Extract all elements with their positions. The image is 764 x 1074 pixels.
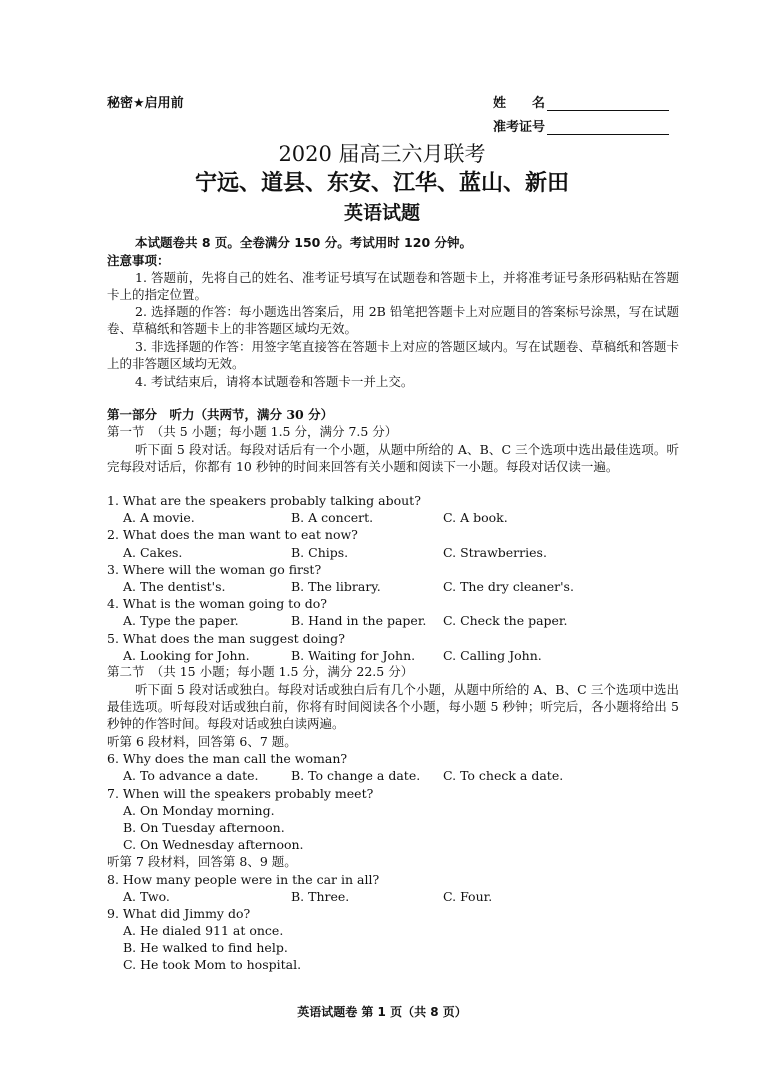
section1-questions bbox=[107, 492, 687, 664]
options-row bbox=[107, 612, 687, 629]
question-stem: 4. What is the woman going to do? bbox=[107, 596, 327, 612]
option-b: B. A concert. bbox=[291, 510, 374, 526]
option-c: C. Strawberries. bbox=[443, 544, 547, 560]
question-stem: 6. Why does the man call the woman? bbox=[107, 751, 348, 767]
section2-directions: 听下面 5 段对话或独白。每段对话或独白后有几个小题，从题中所给的 A、B、C 三个选项中选出最佳选项。听每段对话或独白前，你将有时间阅读各个小题，每小题 5 秒钟；听完后，各小题将给出 5 秒钟的作答时间。每段对话或独白读两遍。 bbox=[107, 682, 679, 732]
note-item: 3. 非选择题的作答：用签字笔直接答在答题卡上对应的答题区域内。写在试题卷、草稿纸和答题卡上的非答题区域均无效。 bbox=[107, 339, 679, 372]
option-a: A. Two. bbox=[123, 888, 170, 904]
exam-summary: 本试题卷共 8 页。全卷满分 150 分。考试用时 120 分钟。 bbox=[135, 235, 472, 250]
option-a: A. On Monday morning. bbox=[123, 802, 275, 818]
option-c: C. The dry cleaner's. bbox=[443, 578, 574, 594]
options-row bbox=[107, 544, 687, 561]
option-c: C. To check a date. bbox=[443, 768, 564, 784]
page-footer: 英语试题卷 第 1 页（共 8 页） bbox=[297, 1005, 467, 1019]
option-c: C. He took Mom to hospital. bbox=[123, 957, 302, 973]
section1-heading: 第一节 （共 5 小题；每小题 1.5 分，满分 7.5 分） bbox=[107, 424, 398, 439]
option-b: B. To change a date. bbox=[291, 768, 421, 784]
option-c: C. Calling John. bbox=[443, 647, 542, 663]
options-row bbox=[107, 888, 687, 905]
exam-id-field bbox=[493, 116, 669, 135]
option-b: B. Chips. bbox=[291, 544, 349, 560]
option-a: A. A movie. bbox=[123, 510, 195, 526]
question-stem: 5. What does the man suggest doing? bbox=[107, 630, 345, 646]
option-b: B. Three. bbox=[291, 888, 350, 904]
note-item: 1. 答题前，先将自己的姓名、准考证号填写在试题卷和答题卡上，并将准考证号条形码粘贴在答题卡上的指定位置。 bbox=[107, 270, 679, 303]
option-b: B. The library. bbox=[291, 578, 381, 594]
name-label: 姓 名 bbox=[493, 96, 546, 111]
option-a: A. Type the paper. bbox=[123, 613, 239, 629]
notes-heading: 注意事项： bbox=[107, 253, 170, 268]
option-a: A. He dialed 911 at once. bbox=[123, 923, 284, 939]
option-a: A. Looking for John. bbox=[123, 647, 250, 663]
exam-id-label: 准考证号 bbox=[493, 120, 546, 135]
confidential-label: 秘密★启用前 bbox=[107, 96, 184, 111]
option-c: C. On Wednesday afternoon. bbox=[123, 837, 304, 853]
part1-heading: 第一部分 听力（共两节，满分 30 分） bbox=[107, 407, 334, 422]
exam-counties: 宁远、道县、东安、江华、蓝山、新田 bbox=[194, 170, 569, 196]
question bbox=[107, 526, 687, 560]
question-stem: 2. What does the man want to eat now? bbox=[107, 527, 358, 543]
option-c: C. A book. bbox=[443, 510, 508, 526]
option-c: C. Check the paper. bbox=[443, 613, 568, 629]
question bbox=[107, 492, 687, 526]
section2-questions bbox=[107, 733, 687, 974]
option-c: C. Four. bbox=[443, 888, 493, 904]
exam-id-blank-line bbox=[547, 120, 669, 135]
section1-directions: 听下面 5 段对话。每段对话后有一个小题，从题中所给的 A、B、C 三个选项中选出最佳选项。听完每段对话后，你都有 10 秒钟的时间来回答有关小题和阅读下一小题。每段对话仅读一遍。 bbox=[107, 442, 679, 475]
question-stem: 1. What are the speakers probably talking about? bbox=[107, 493, 421, 508]
option-a: A. Cakes. bbox=[123, 544, 183, 560]
question-stem: 8. How many people were in the car in all? bbox=[107, 871, 380, 887]
option-a: A. The dentist's. bbox=[123, 578, 226, 594]
exam-title: 2020 届高三六月联考 bbox=[278, 142, 486, 166]
name-blank-line bbox=[547, 96, 669, 111]
question bbox=[107, 561, 687, 595]
question-stem: 9. What did Jimmy do? bbox=[107, 905, 251, 921]
exam-subject: 英语试题 bbox=[343, 202, 420, 224]
option-a: A. To advance a date. bbox=[123, 768, 259, 784]
question-stem: 7. When will the speakers probably meet? bbox=[107, 785, 374, 801]
name-field bbox=[493, 92, 669, 111]
option-b: B. Waiting for John. bbox=[291, 647, 416, 663]
option-b: B. Hand in the paper. bbox=[291, 613, 427, 629]
question bbox=[107, 595, 687, 629]
material-instruction: 听第 6 段材料，回答第 6、7 题。 bbox=[107, 734, 297, 749]
material-instruction: 听第 7 段材料，回答第 8、9 题。 bbox=[107, 854, 297, 870]
option-b: B. He walked to find help. bbox=[123, 940, 288, 956]
options-row bbox=[107, 767, 687, 784]
options-row bbox=[107, 509, 687, 526]
note-item: 2. 选择题的作答：每小题选出答案后，用 2B 铅笔把答题卡上对应题目的答案标号涂黑，写在试题卷、草稿纸和答题卡上的非答题区域均无效。 bbox=[107, 304, 679, 337]
options-row bbox=[107, 578, 687, 595]
option-b: B. On Tuesday afternoon. bbox=[123, 819, 285, 835]
question-stem: 3. Where will the woman go first? bbox=[107, 561, 322, 577]
options-row bbox=[107, 647, 687, 664]
note-item: 4. 考试结束后，请将本试题卷和答题卡一并上交。 bbox=[135, 374, 414, 389]
question bbox=[107, 630, 687, 664]
section2-heading: 第二节 （共 15 小题；每小题 1.5 分，满分 22.5 分） bbox=[107, 664, 414, 679]
